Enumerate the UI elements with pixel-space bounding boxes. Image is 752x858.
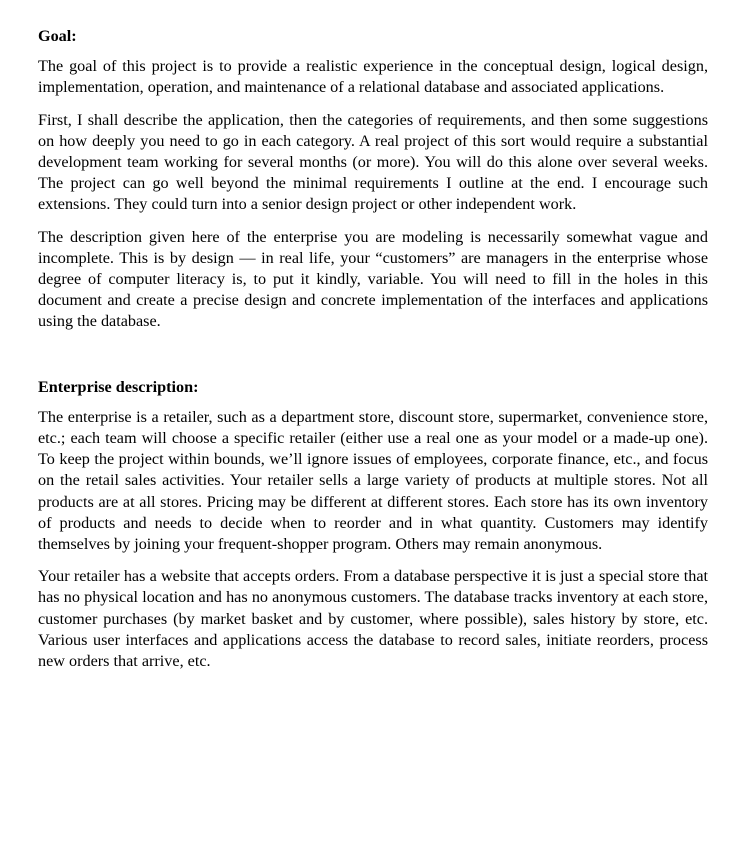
section-heading-goal: Goal:: [38, 27, 77, 45]
goal-paragraph-2: First, I shall describe the application, then the categories of requirements, and then some suggestions on how deeply you need to go in each category. A real project of this sort would require a substantial development team working for several months (or more). You will do this alone over several weeks. The project can go well beyond the minimal requirements I outline at the end. I encourage such extensions. They could turn into a senior design project or other independent work.: [38, 110, 708, 214]
goal-paragraph-3: The description given here of the enterprise you are modeling is necessarily somewhat vague and incomplete. This is by design — in real life, your “customers” are managers in the enterprise whose degree of computer literacy is, to put it kindly, variable. You will need to fill in the holes in this document and create a precise design and concrete implementation of the interfaces and applications using the database.: [38, 227, 708, 331]
goal-paragraph-1: The goal of this project is to provide a realistic experience in the conceptual design, logical design, implementation, operation, and maintenance of a relational database and associated applications.: [38, 57, 708, 97]
enterprise-paragraph-2: Your retailer has a website that accepts orders. From a database perspective it is just a special store that has no physical location and has no anonymous customers. The database tracks inventory at each store, customer purchases (by market basket and by customer, where possible), sales history by store, etc. Various user interfaces and applications access the database to record sales, initiate reorders, process new orders that arrive, etc.: [38, 567, 708, 671]
document-page: [38, 26, 708, 683]
section-heading-enterprise-description: Enterprise description:: [38, 377, 199, 396]
enterprise-paragraph-1: The enterprise is a retailer, such as a department store, discount store, supermarket, convenience store, etc.; each team will choose a specific retailer (either use a real one as your model or a made-up one). To keep the project within bounds, we’ll ignore issues of employees, corporate finance, etc., and focus on the retail sales activities. Your retailer sells a large variety of products at multiple stores. Not all products are at all stores. Pricing may be different at different stores. Each store has its own inventory of products and needs to decide when to reorder and in what quantity. Customers may identify themselves by joining your frequent-shopper program. Others may remain anonymous.: [38, 407, 708, 554]
section-spacer: [38, 344, 708, 377]
